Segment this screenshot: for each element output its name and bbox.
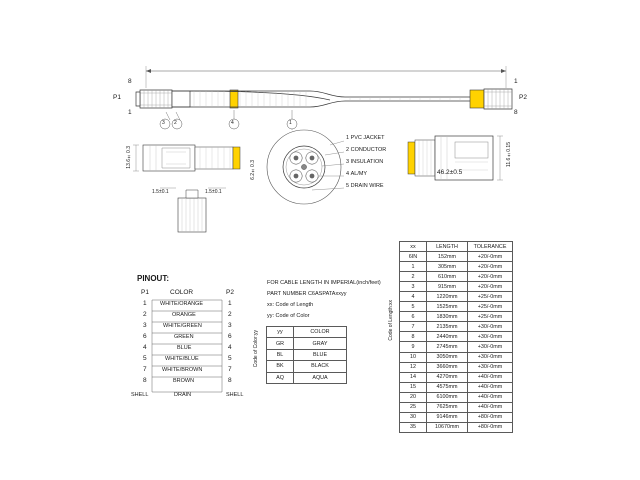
table-row: [400, 322, 513, 332]
callout-5: 5 DRAIN WIRE: [346, 183, 384, 189]
pinout-col-p2: P2: [226, 289, 234, 296]
length-tolerance: +40/-0mm: [468, 382, 513, 392]
pinout-col-color: COLOR: [170, 289, 194, 296]
color-table-header-code: yy: [267, 327, 294, 338]
length-value: 2135mm: [427, 322, 468, 332]
pinout-row-p1: 1: [143, 300, 147, 307]
table-row: [400, 392, 513, 402]
pinout-row-p1: 5: [143, 355, 147, 362]
left-pin-bottom-label: 1: [128, 109, 132, 116]
length-tolerance: +40/-0mm: [468, 402, 513, 412]
table-row: [400, 402, 513, 412]
length-value: 152mm: [427, 252, 468, 262]
length-tolerance: +30/-0mm: [468, 362, 513, 372]
color-name: GRAY: [294, 338, 347, 349]
dim-cable-diameter: 6.2±0.3: [250, 160, 256, 180]
callout-4: 4 AL/MY: [346, 171, 368, 177]
length-tolerance: +20/-0mm: [468, 272, 513, 282]
length-code: 5: [400, 302, 427, 312]
length-tolerance: +20/-0mm: [468, 262, 513, 272]
length-code: 6IN: [400, 252, 427, 262]
table-row: [400, 412, 513, 422]
length-code: 1: [400, 262, 427, 272]
color-code: BK: [267, 361, 294, 372]
length-value: 3660mm: [427, 362, 468, 372]
table-row: [400, 262, 513, 272]
pinout-row-p2: 5: [228, 355, 232, 362]
length-value: 915mm: [427, 282, 468, 292]
pinout-row-p2: SHELL: [226, 392, 244, 398]
length-table-header-length: LENGTH: [427, 242, 468, 252]
length-tolerance: +25/-0mm: [468, 292, 513, 302]
length-value: 7625mm: [427, 402, 468, 412]
length-table-header-tolerance: TOLERANCE: [468, 242, 513, 252]
length-value: 4270mm: [427, 372, 468, 382]
length-code: 8: [400, 332, 427, 342]
length-code: 15: [400, 382, 427, 392]
callout-1: 1 PVC JACKET: [346, 135, 385, 141]
color-table-header-color: COLOR: [294, 327, 347, 338]
color-code-table: [266, 326, 347, 384]
length-tolerance: +30/-0mm: [468, 352, 513, 362]
part-note-line2: PART NUMBER C6ASPATAxxyy: [267, 291, 347, 297]
table-row: [400, 312, 513, 322]
pinout-row-p2: 6: [228, 333, 232, 340]
length-tolerance: +30/-0mm: [468, 332, 513, 342]
length-code: 35: [400, 422, 427, 432]
pinout-row-color: WHITE/ORANGE: [160, 301, 204, 307]
pinout-row-p1: 2: [143, 311, 147, 318]
table-row: [400, 242, 513, 252]
balloon-2-label: 2: [174, 120, 177, 126]
table-row: [400, 302, 513, 312]
length-tolerance: +40/-0mm: [468, 392, 513, 402]
length-code: 25: [400, 402, 427, 412]
length-code: 4: [400, 292, 427, 302]
color-name: BLUE: [294, 349, 347, 360]
length-tolerance: +40/-0mm: [468, 372, 513, 382]
length-code: 2: [400, 272, 427, 282]
length-value: 9146mm: [427, 412, 468, 422]
length-value: 610mm: [427, 272, 468, 282]
part-note-line1: FOR CABLE LENGTH IN IMPERIAL(inch/feet): [267, 280, 381, 286]
table-row: [400, 332, 513, 342]
part-note-line4: yy: Code of Color: [267, 313, 310, 319]
length-tolerance: +80/-0mm: [468, 412, 513, 422]
color-code: GR: [267, 338, 294, 349]
color-name: AQUA: [294, 372, 347, 383]
pinout-row-p2: 8: [228, 377, 232, 384]
callout-2: 2 CONDUCTOR: [346, 147, 387, 153]
p2-label: P2: [519, 94, 527, 101]
length-value: 1220mm: [427, 292, 468, 302]
length-value: 305mm: [427, 262, 468, 272]
pinout-row-p2: 3: [228, 322, 232, 329]
length-code: 6: [400, 312, 427, 322]
length-code: 9: [400, 342, 427, 352]
length-value: 2440mm: [427, 332, 468, 342]
length-code: 20: [400, 392, 427, 402]
table-row: [400, 272, 513, 282]
table-row: [400, 282, 513, 292]
cable-cross-section: [267, 129, 344, 204]
length-value: 4575mm: [427, 382, 468, 392]
pinout-heading: PINOUT:: [137, 274, 169, 283]
length-tolerance: +25/-0mm: [468, 312, 513, 322]
length-value: 6100mm: [427, 392, 468, 402]
pinout-row-p2: 1: [228, 300, 232, 307]
pinout-row-color: WHITE/BLUE: [165, 356, 199, 362]
pinout-row-p1: 4: [143, 344, 147, 351]
pinout-col-p1: P1: [141, 289, 149, 296]
table-row: [400, 422, 513, 432]
pinout-row-color: DRAIN: [174, 392, 192, 398]
right-pin-top-label: 1: [514, 78, 518, 85]
length-value: 1525mm: [427, 302, 468, 312]
pinout-row-p1: 8: [143, 377, 147, 384]
length-code: 30: [400, 412, 427, 422]
length-tolerance: +30/-0mm: [468, 342, 513, 352]
length-tolerance: +20/-0mm: [468, 282, 513, 292]
dim-plug-height: 13.6±0.3: [126, 146, 132, 169]
color-name: BLACK: [294, 361, 347, 372]
pinout-row-color: WHITE/BROWN: [162, 367, 203, 373]
length-table-header-code: xx: [400, 242, 427, 252]
pinout-row-p2: 7: [228, 366, 232, 373]
table-row: [400, 362, 513, 372]
table-row: [400, 382, 513, 392]
right-plug: [484, 89, 512, 109]
dim-plug-width-right: 1.5±0.1: [205, 189, 222, 195]
pinout-row-p1: SHELL: [131, 392, 149, 398]
length-tolerance: +25/-0mm: [468, 302, 513, 312]
color-table-side-label: Code of Color:yy: [253, 330, 259, 368]
dim-overall-length: 46.2±0.5: [437, 169, 463, 176]
dim-right-plug-height: 11.6±0.15: [506, 142, 512, 168]
pinout-row-p1: 6: [143, 333, 147, 340]
dim-plug-width-left: 1.5±0.1: [152, 189, 169, 195]
length-code: 14: [400, 372, 427, 382]
balloon-1-label: 1: [289, 120, 292, 126]
pinout-row-color: GREEN: [174, 334, 194, 340]
pinout-row-p2: 2: [228, 311, 232, 318]
pinout-row-p2: 4: [228, 344, 232, 351]
right-pin-bottom-label: 8: [514, 109, 518, 116]
pinout-row-p1: 7: [143, 366, 147, 373]
table-row: [267, 361, 347, 372]
table-row: [267, 349, 347, 360]
callout-3: 3 INSULATION: [346, 159, 384, 165]
part-note-line3: xx: Code of Length: [267, 302, 314, 308]
length-code: 12: [400, 362, 427, 372]
p1-label: P1: [113, 94, 121, 101]
length-tolerance: +30/-0mm: [468, 322, 513, 332]
table-row: [400, 342, 513, 352]
length-tolerance: +20/-0mm: [468, 252, 513, 262]
pinout-row-color: WHITE/GREEN: [163, 323, 202, 329]
left-plug: [136, 90, 172, 108]
table-row: [400, 352, 513, 362]
pinout-row-color: ORANGE: [172, 312, 196, 318]
length-value: 3050mm: [427, 352, 468, 362]
table-row: [267, 338, 347, 349]
balloon-3-label: 3: [162, 120, 165, 126]
balloon-4-label: 4: [231, 120, 234, 126]
pinout-row-color: BLUE: [177, 345, 192, 351]
pinout-row-p1: 3: [143, 322, 147, 329]
length-code: 10: [400, 352, 427, 362]
length-value: 2745mm: [427, 342, 468, 352]
length-table-side-label: Code of Length:xx: [388, 300, 394, 341]
table-row: [267, 327, 347, 338]
length-value: 10670mm: [427, 422, 468, 432]
length-code: 7: [400, 322, 427, 332]
pinout-row-color: BROWN: [173, 378, 195, 384]
length-tolerance: +80/-0mm: [468, 422, 513, 432]
table-row: [267, 372, 347, 383]
plug-side-view: [133, 145, 240, 171]
table-row: [400, 292, 513, 302]
left-pin-top-label: 8: [128, 78, 132, 85]
color-code: AQ: [267, 372, 294, 383]
table-row: [400, 252, 513, 262]
table-row: [400, 372, 513, 382]
color-code: BL: [267, 349, 294, 360]
length-value: 1830mm: [427, 312, 468, 322]
length-code-table: [399, 241, 513, 433]
length-code: 3: [400, 282, 427, 292]
